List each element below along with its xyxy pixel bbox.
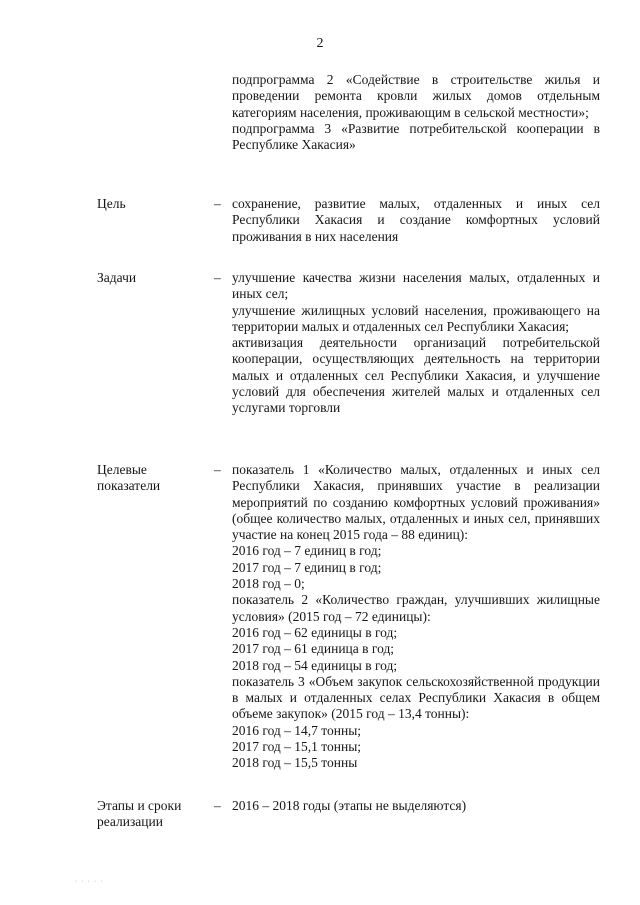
subprogram-2-text: подпрограмма 2 «Содействие в строительстве жилья и проведении ремонта кровли жилых домов отдельным категориям населения, проживающим в сельской местности»; (232, 72, 600, 120)
footer-mark: · · · · · (75, 878, 104, 885)
stages-content (232, 798, 600, 814)
indicator-value: 2017 год – 15,1 тонны; (232, 739, 362, 755)
indicators-dash: – (214, 462, 221, 477)
stages-dash: – (214, 798, 221, 813)
subprogram-3-text: подпрограмма 3 «Развитие потребительской кооперации в Республике Хакасия» (232, 120, 600, 153)
tasks-dash: – (214, 270, 221, 285)
indicator-value: 2016 год – 7 единиц в год; (232, 543, 382, 559)
indicator-value: 2016 год – 14,7 тонны; (232, 722, 362, 738)
indicator-value: 2017 год – 61 единица в год; (232, 641, 395, 657)
tasks-content (232, 270, 600, 417)
indicator-value: 2017 год – 7 единиц в год; (232, 559, 382, 575)
indicator-value: 2018 год – 15,5 тонны (232, 755, 358, 771)
task-item: активизация деятельности организаций потребительской кооперации, осуществляющих деятельность на территории малых и отдаленных сел Республики Хакасия, и улучшение условий для обеспечения жителей малых и отдаленных сел услугами торговли (232, 335, 600, 416)
indicator-value: 2018 год – 54 единицы в год; (232, 657, 398, 673)
indicator-1-text: показатель 1 «Количество малых, отдаленных и иных сел Республики Хакасия, принявших участие в реализации мероприятий по созданию комфортных условий проживания» (общее количество малых, отдаленных и иных сел, принявших участие на конец 2015 года – 88 единиц): (232, 462, 600, 543)
indicator-value: 2018 год – 0; (232, 576, 305, 592)
page-number: 2 (316, 36, 324, 51)
stages-label: Этапы и сроки реализации (97, 798, 182, 830)
goal-content (232, 196, 600, 245)
tasks-label: Задачи (97, 270, 137, 285)
goal-label: Цель (97, 196, 126, 211)
goal-text: сохранение, развитие малых, отдаленных и иных сел Республики Хакасия и создание комфортных условий проживания в них населения (232, 196, 600, 244)
indicators-content (232, 462, 600, 772)
indicators-label: Целевые показатели (97, 462, 161, 494)
task-item: улучшение качества жизни населения малых, отдаленных и иных сел; (232, 270, 600, 302)
goal-dash: – (214, 196, 221, 211)
subprograms-content (232, 72, 600, 153)
indicator-3-text: показатель 3 «Объем закупок сельскохозяйственной продукции в малых и отдаленных селах Республики Хакасия в общем объеме закупок» (2015 год – 13,4 тонны): (232, 673, 600, 722)
indicator-value: 2016 год – 62 единицы в год; (232, 624, 398, 640)
indicator-2-text: показатель 2 «Количество граждан, улучшивших жилищные условия» (2015 год – 72 единицы): (232, 592, 600, 624)
task-item: улучшение жилищных условий населения, проживающего на территории малых и отдаленных сел Республики Хакасия; (232, 302, 600, 334)
stages-text: 2016 – 2018 годы (этапы не выделяются) (232, 798, 467, 813)
